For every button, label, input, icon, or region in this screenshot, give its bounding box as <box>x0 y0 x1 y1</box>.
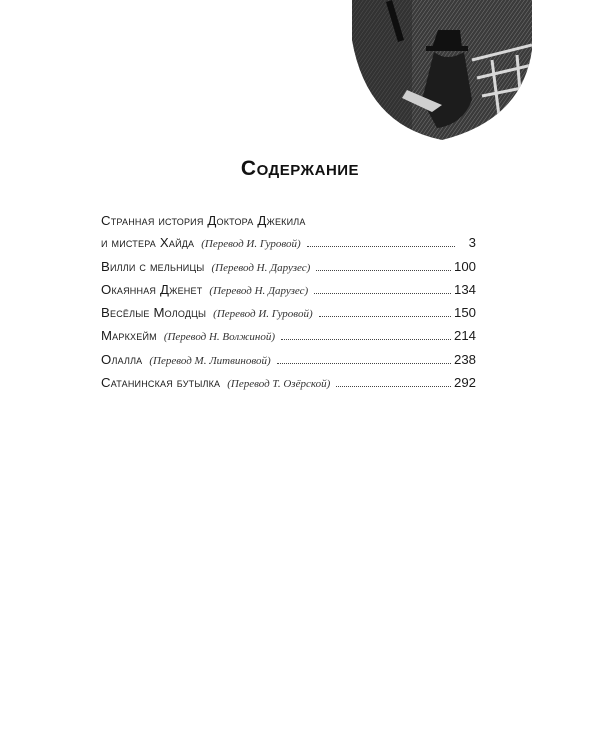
toc-entry-4[interactable] <box>101 302 476 325</box>
dot-leader <box>281 339 451 340</box>
toc-entry-page: 134 <box>453 281 476 297</box>
toc-entry-translator: (Перевод И. Гуровой) <box>201 238 301 251</box>
toc-entry-page: 100 <box>453 258 476 274</box>
toc-entry-3[interactable] <box>101 279 476 302</box>
dot-leader <box>319 316 451 317</box>
toc-entry-translator: (Перевод Т. Озёрской) <box>227 378 331 391</box>
toc-entry-translator: (Перевод Н. Волжиной) <box>163 331 276 344</box>
toc-entry-translator: (Перевод Н. Дарузес) <box>211 261 311 274</box>
toc-entry-7[interactable] <box>101 372 476 395</box>
toc-entry-page: 150 <box>453 305 476 321</box>
dot-leader <box>314 293 451 294</box>
dot-leader <box>336 386 451 387</box>
toc-entry-page: 214 <box>453 328 476 344</box>
toc-entry-translator: (Перевод Н. Дарузес) <box>209 284 309 297</box>
chapter-illustration <box>352 0 532 140</box>
toc-entry-6[interactable] <box>101 349 476 372</box>
toc-entry-title: Весёлые Молодцы <box>101 305 207 321</box>
toc-entry-title: Сатанинская бутылка <box>101 375 221 391</box>
toc-entry-page: 3 <box>468 235 476 251</box>
toc-entry-title: Олалла <box>101 351 143 367</box>
toc-entry-translator: (Перевод И. Гуровой) <box>213 308 313 321</box>
toc-entry-page: 238 <box>453 351 476 367</box>
toc-entry-title: Вилли с мельницы <box>101 258 205 274</box>
toc-entry-2[interactable] <box>101 256 476 279</box>
table-of-contents <box>101 210 476 395</box>
toc-entry-page: 292 <box>453 375 476 391</box>
dot-leader <box>316 270 451 271</box>
toc-entry-title: Окаянная Дженет <box>101 281 203 297</box>
toc-entry-title: Маркхейм <box>101 328 157 344</box>
toc-entry-title: и мистера Хайда <box>101 235 195 251</box>
toc-entry-5[interactable] <box>101 325 476 348</box>
toc-entry-1[interactable] <box>101 232 476 255</box>
toc-entry-title: Странная история Доктора Джекила <box>101 213 306 228</box>
dot-leader <box>307 246 455 247</box>
toc-entry-1-line-1[interactable] <box>101 210 476 232</box>
page-title: Содержание <box>240 157 360 180</box>
toc-entry-translator: (Перевод М. Литвиновой) <box>149 354 271 367</box>
engraving-icon <box>352 0 532 140</box>
dot-leader <box>277 363 451 364</box>
